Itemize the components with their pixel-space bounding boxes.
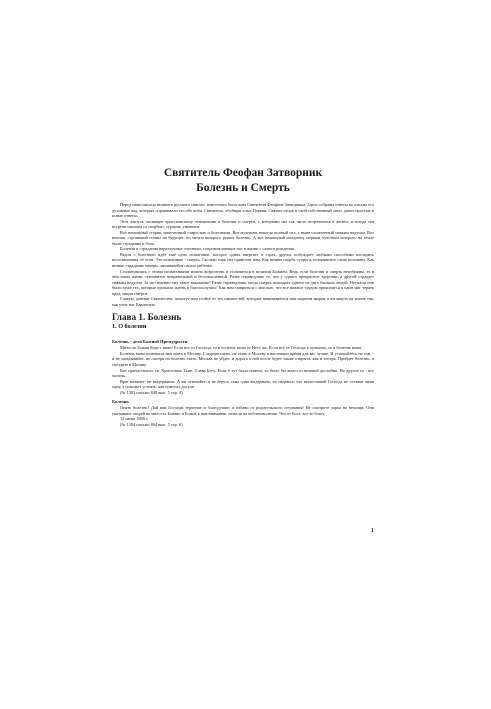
letter-1-paragraph-3: Вот причастились св. Христовых Таин. Слава Богу. Если б тут была помеха, то было бы жалости великой достойно. Но другое то - все молочь. [112, 367, 374, 379]
letter-2 [112, 399, 374, 427]
intro-paragraph-4: Болезни и страдания неразлучные спутники, сопровождающие нас в жизни с самого рождения. [120, 246, 295, 252]
intro-paragraph-3: Вот немощный старик, измученный старостью и болезнями. Вот мужчина, некогда полный сил, а ныне сломленный тяжким недугом. Вот юноша, строивший планы на будущее, но мечты которого рушит болезнь. А вот немощный младенец, первым чувством которого на земле были страдание и боль. [112, 229, 374, 246]
letter-1-paragraph-4: Враг визжает: не выдержишь. А вы отвечайте: я не берусь сама одна выдержать, но надеюсь, что милостивый Господь не оставит меня одну, а поможет устоять, как помогал доселе. [112, 378, 374, 390]
intro-paragraph-7: Советы, данные Святителем, помогут нам стойте от тех шаппостей, которые навязываются нам падшим миром и взглянуть на жизнь так, как учит нас Евангелие. [112, 296, 374, 307]
intro-paragraph-6: Столкнувшись с этими испытаниями можно возроптать и усомниться в величии Божием. Ведь если болезни и смерть неизбежны, то в чём наша жизнь становится неправильной и бессмысленной. Разве справедливо то, что у одного прекрасное здоровье, а другой страдает тяжким недугом. За что именно ему такое наказание? Разве справедливо, когда смерть похищает одного из двух близких людей. Неужели они были хуже тех, которые прожили жизнь в благополучии? Как нам смириться с мыслью, что всё важное трудом приходится в один миг терять пред лицом смерти. [112, 268, 374, 296]
letter-1-paragraph-2: Болезнь ваша помешала вам ехать в Москву. Следовательно, не ехать в Москву в настоящее время для вас лучше. И успокойтесь на том, - и не загадывайте, не смотря на болезнь ехать. Москва не уйдет, и дорога к ней после будет также открыта, как и теперь. Пройдет болезнь, и съездите в Москву. [112, 350, 374, 368]
page-number: 1 [371, 528, 374, 534]
letter-1-paragraph-1: Милость Божия буди с вами! Если все от Господа, то и болезнь ваша от Него же. Если все от Господа к лучшему, то и болезнь ваша. [120, 345, 362, 351]
intro-paragraph-2: Этот выпуск посвящен христианскому отношению к болезни и смерти, с которыми мы так часто встречаемся в жизни, и всегда эти встречи связаны со скорбью, страхом, унынием. [112, 218, 374, 230]
letter-2-title: Болезнь [112, 399, 129, 405]
page-content [112, 166, 374, 428]
letter-1-reference: (№ 1381 письмо 848 вып. 5 стр. 4) [120, 389, 183, 395]
intro-section [112, 202, 374, 307]
letter-2-reference: (№ 1384 письмо 864 вып. 5 стр. 6) [120, 421, 183, 427]
document-subtitle: Болезнь и Смерть [196, 182, 290, 194]
intro-paragraph-5: Рядом с болезнью идёт ещё одно испытание, которое одних ввергает в страх, других побуждает любыми способами изгладить воспоминания об этом. Это испытание - смерть. Сколько горя она приносит нам. Как велика скорбь супруга, потерявшего свою половину. Как велико страдание матери, лишившейся своего ребёнка. [112, 251, 374, 269]
chapter-title: Глава 1. Болезнь [112, 312, 182, 323]
intro-paragraph-1: Перед нами письма великого русского святого, известного богослова Святителя Феофана Затворника. Здесь собраны ответы на письма его духовных чад, которые спрашивали его обо всём. Святитель, обобщая опыт Церкви, Святых отцов и свой собственный опыт, давал простые и ясные ответы. [112, 202, 374, 219]
document-title: Святитель Феофан Затворник [163, 167, 323, 179]
section-title: 1. О болезни [112, 323, 147, 331]
letter-1-title: Болезнь - дело Божией Премудрости [112, 339, 188, 345]
letter-2-date: 12 июня 1888 г. [120, 416, 149, 422]
letter-2-paragraph-1: Опять болезнь? Дай вам Господи терпение и благодушие, и избави от родительского сетования! Не смотрите зорко на немощи. Они указывают скорей на милость Божию и Божие к вам внимание, нежели на неблаговоление. Что от Бога, все ко благу. [112, 405, 374, 416]
letter-1 [112, 339, 374, 395]
title-block [112, 166, 374, 196]
